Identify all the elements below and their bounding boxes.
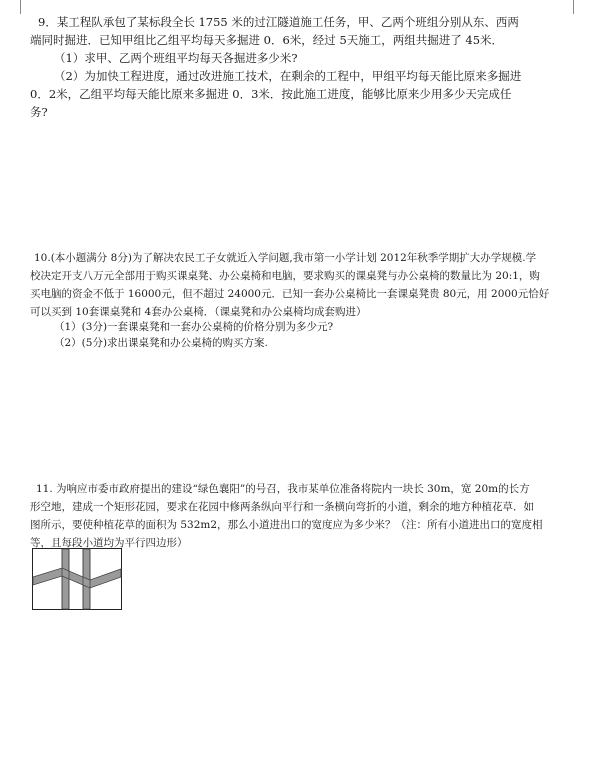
crop-mark-left: [20, 0, 21, 14]
question-9-part-2: [30, 67, 570, 121]
question-11-line-4: 等，且每段小道均为平行四边形）: [30, 537, 188, 549]
question-11-line-3: 图所示，要使种植花草的面积为 532m2，那么小道进出口的宽度应为多少米？（注：所有小道进出口的宽度相: [30, 519, 543, 531]
question-10-line-1: 10.(本小题满分 8分)为了解决农民工子女就近入学问题,我市第一小学计划 2012年秋季学期扩大办学规模.学: [34, 252, 537, 264]
question-10-line-3: 买电脑的资金不低于 16000元，但不超过 24000元．已知一套办公桌椅比一套课桌凳贵 80元，用 2000元恰好: [30, 288, 550, 300]
garden-figure: [32, 548, 122, 610]
question-9-stem: [30, 13, 570, 49]
question-10-stem: [30, 249, 570, 321]
question-10-line-2: 校决定开支八万元全部用于购买课桌凳、办公桌椅和电脑，要求购买的课桌凳与办公桌椅的数量比为 20:1，购: [30, 270, 540, 282]
question-10-part-2: （2）(5分)求出课桌凳和办公桌椅的购买方案.: [54, 337, 268, 349]
question-9-line-1: 9．某工程队承包了某标段全长 1755 米的过江隧道施工任务，甲、乙两个班组分别从东、西两: [38, 15, 519, 29]
question-9-part-2-line-3: 务?: [30, 105, 48, 119]
question-9-part-2-line-1: （2）为加快工程进度，通过改进施工技术，在剩余的工程中，甲组平均每天能比原来多掘进: [54, 69, 522, 83]
question-11-line-1: 11. 为响应市委市政府提出的建设“绿色襄阳”的号召，我市某单位准备将院内一块长 30m，宽 20m的长方: [36, 483, 530, 495]
question-11-stem: [30, 480, 570, 552]
question-9-part-2-line-2: 0．2米，乙组平均每天能比原来多掘进 0．3米．按此施工进度，能够比原来少用多少天完成任: [30, 87, 512, 101]
question-10-part-1: （1）(3分)一套课桌凳和一套办公桌椅的价格分别为多少元?: [54, 321, 334, 333]
question-9-line-2: 端同时掘进．已知甲组比乙组平均每天多掘进 0．6米，经过 5天施工，两组共掘进了 45米．: [30, 33, 504, 47]
crop-mark-right: [573, 0, 574, 14]
vertical-path-left: [62, 549, 69, 609]
question-9-part-1: （1）求甲、乙两个班组平均每天各掘进多少米?: [54, 51, 298, 65]
question-10-line-4: 可以买到 10套课桌凳和 4套办公桌椅．（课桌凳和办公桌椅均成套购进）: [30, 306, 367, 318]
question-11-line-2: 形空地，建成一个矩形花园，要求在花园中修两条纵向平行和一条横向弯折的小道，剩余的地方种植花草．如: [30, 501, 534, 513]
